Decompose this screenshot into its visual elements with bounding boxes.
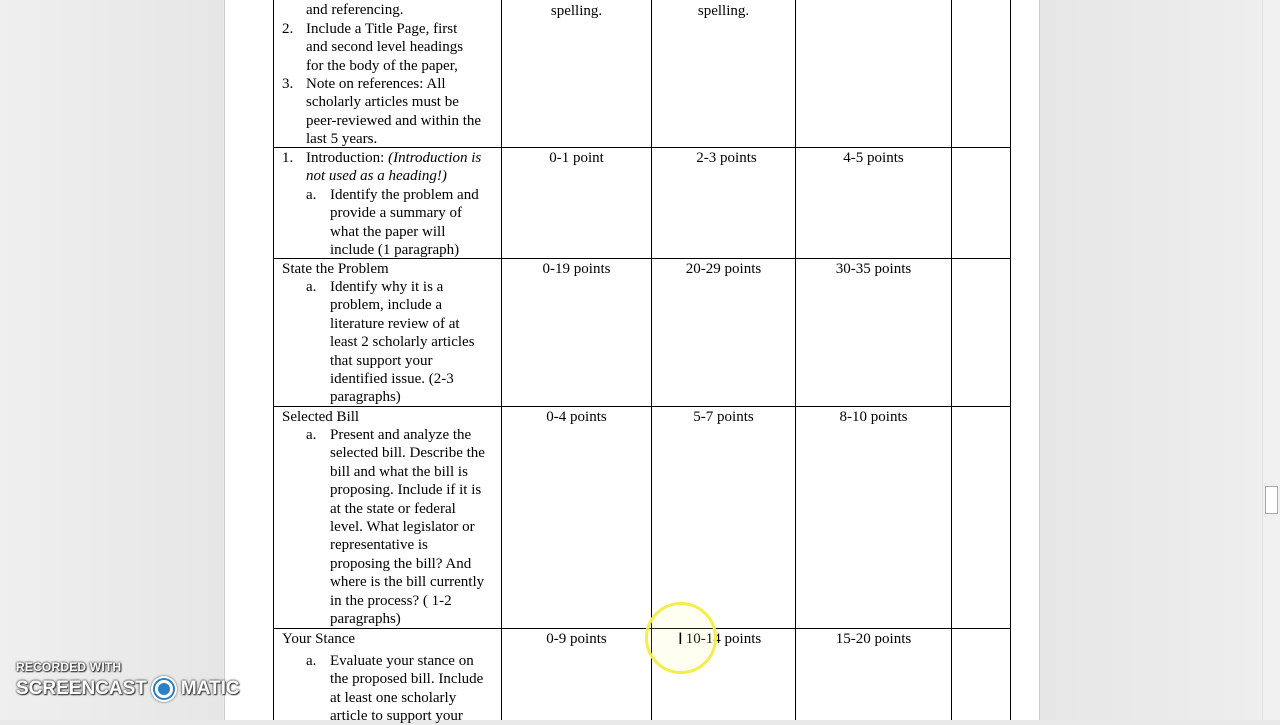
list-number: 2. xyxy=(282,21,294,37)
sub-item-text: least 2 scholarly articles xyxy=(330,334,475,350)
list-item-text: peer-reviewed and within the xyxy=(306,113,482,129)
sub-item-text: proposing the bill? And xyxy=(330,556,472,572)
sub-item-text: that support your xyxy=(330,353,433,369)
list-number: 1. xyxy=(282,150,294,166)
sub-item-text: selected bill. Describe the xyxy=(330,445,485,461)
watermark-recorded-with: RECORDED WITH xyxy=(16,660,122,674)
sub-item-text: include (1 paragraph) xyxy=(330,242,460,258)
score-cell: 2-3 points xyxy=(696,150,757,166)
list-item-text: for the body of the paper, xyxy=(306,58,458,74)
sub-item-text: Present and analyze the xyxy=(330,427,472,443)
list-item-text: last 5 years. xyxy=(306,131,378,147)
score-cell: 8-10 points xyxy=(839,409,908,425)
intro-label: Introduction: xyxy=(306,150,389,166)
list-item-text: Include a Title Page, first xyxy=(306,21,458,37)
criterion-heading: State the Problem xyxy=(282,261,389,277)
sub-item-text: article to support your xyxy=(330,708,463,724)
score-cell: 10-14 points xyxy=(685,631,762,647)
score-cell: 20-29 points xyxy=(685,261,762,277)
list-item-text: Note on references: All xyxy=(306,76,446,92)
sub-item-text: problem, include a xyxy=(330,297,443,313)
sub-item-text: bill and what the bill is xyxy=(330,464,468,480)
watermark-screencast: SCREENCAST xyxy=(16,678,147,699)
table-col-divider-1 xyxy=(501,0,502,720)
list-item-text: scholarly articles must be xyxy=(306,94,459,110)
sub-letter: a. xyxy=(306,279,317,295)
sub-item-text: paragraphs) xyxy=(330,389,401,405)
sub-item-text: where is the bill currently xyxy=(330,574,485,590)
score-cell: 0-4 points xyxy=(546,409,607,425)
row0-text: and referencing. xyxy=(306,2,404,18)
workspace-right xyxy=(1039,0,1262,720)
workspace-left xyxy=(0,0,223,720)
score-cell: 5-7 points xyxy=(693,409,754,425)
score-cell: spelling. xyxy=(550,3,603,19)
table-col-divider-4 xyxy=(951,0,952,720)
sub-item-text: provide a summary of xyxy=(330,205,463,221)
scrollbar-thumb[interactable] xyxy=(1265,486,1278,514)
score-cell: 30-35 points xyxy=(835,261,912,277)
table-col-divider-2 xyxy=(651,0,652,720)
screencast-logo-icon xyxy=(151,676,177,702)
intro-note: (Introduction is xyxy=(388,150,482,166)
watermark-brand xyxy=(16,676,240,702)
list-number: 3. xyxy=(282,76,294,92)
table-border-left xyxy=(273,0,274,720)
sub-item-text: Evaluate your stance on xyxy=(330,653,474,669)
text-cursor-icon: I xyxy=(678,629,683,648)
sub-letter: a. xyxy=(306,653,317,669)
score-cell: spelling. xyxy=(697,3,750,19)
sub-item-text: Identify why it is a xyxy=(330,279,444,295)
list-item-text: and second level headings xyxy=(306,39,464,55)
sub-item-text: literature review of at xyxy=(330,316,460,332)
sub-item-text: in the process? ( 1-2 xyxy=(330,593,452,609)
score-cell: 4-5 points xyxy=(843,150,904,166)
table-border-right xyxy=(1010,0,1011,720)
intro-note: not used as a heading!) xyxy=(306,168,447,184)
sub-item-text: paragraphs) xyxy=(330,611,401,627)
vertical-scrollbar[interactable] xyxy=(1262,0,1280,720)
sub-item-text: Identify the problem and xyxy=(330,187,479,203)
watermark-matic: MATIC xyxy=(180,678,240,699)
criterion-heading: Your Stance xyxy=(282,631,356,647)
score-cell: 0-1 point xyxy=(549,150,604,166)
sub-letter: a. xyxy=(306,187,317,203)
sub-item-text: identified issue. (2-3 xyxy=(330,371,454,387)
sub-item-text: what the paper will xyxy=(330,224,446,240)
sub-item-text: at least one scholarly xyxy=(330,690,457,706)
sub-item-text: the proposed bill. Include xyxy=(330,671,484,687)
criterion-heading: Selected Bill xyxy=(282,409,360,425)
row-divider xyxy=(273,147,1011,148)
criterion-text xyxy=(306,149,481,167)
table-col-divider-3 xyxy=(795,0,796,720)
score-cell: 0-19 points xyxy=(542,261,611,277)
score-cell: 15-20 points xyxy=(835,631,912,647)
score-cell: 0-9 points xyxy=(546,631,607,647)
sub-item-text: at the state or federal xyxy=(330,501,456,517)
sub-item-text: representative is xyxy=(330,537,428,553)
sub-letter: a. xyxy=(306,427,317,443)
sub-item-text: level. What legislator or xyxy=(330,519,475,535)
screencast-watermark xyxy=(16,660,240,702)
sub-item-text: proposing. Include if it is xyxy=(330,482,482,498)
